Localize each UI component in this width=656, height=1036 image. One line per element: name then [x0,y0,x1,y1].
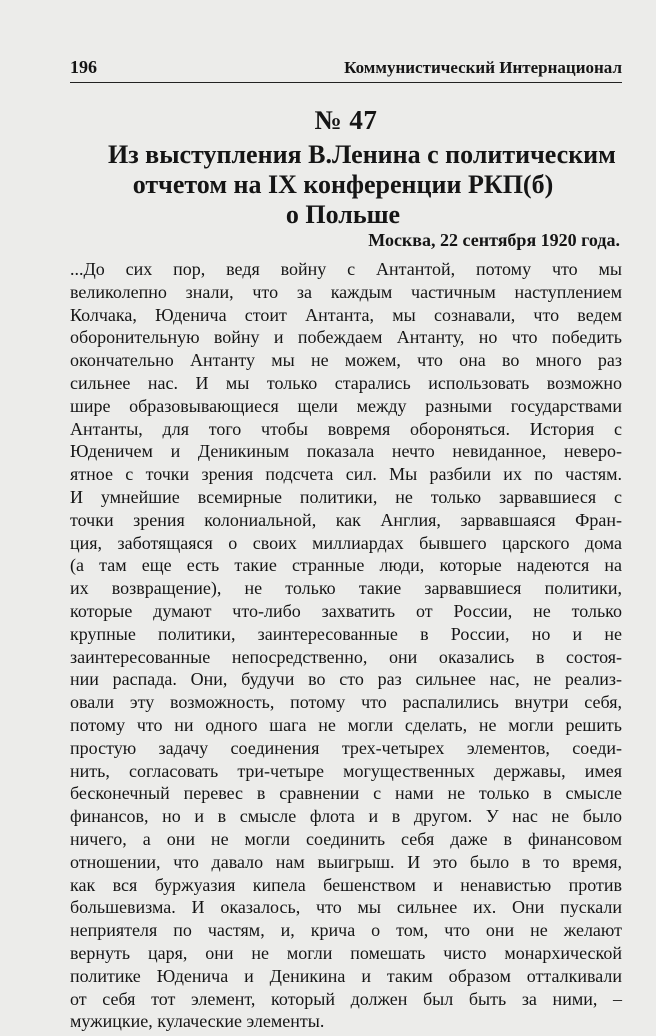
body-line: оборонительную войну и побеждаем Антанту, но что победить [70,327,622,348]
body-line: бесконечный перевес в сравнении с нами не только в смысле [70,783,622,804]
document-number: № 47 [314,105,378,135]
body-line: отношении, что давало нам выигрыш. И это было в то время, [70,851,622,872]
body-line: мужицкие, кулаческие элементы. [70,1011,325,1032]
body-line: Колчака, Юденича стоит Антанта, мы сознавали, что ведем [70,304,622,325]
title-line: о Польше [285,200,401,229]
body-line: окончательно Антанту мы не можем, что она во много раз [70,350,622,371]
title-line: Из выступления В.Ленина с политическим [108,140,616,169]
header-rule [70,82,622,83]
body-line: ция, заботящаяся о своих миллиардах бывшего царского дома [70,532,622,553]
body-line: ятное с точки зрения подсчета сил. Мы разбили их по частям. [70,464,622,485]
body-line: Антанты, для того чтобы вовремя обороняться. История с [70,418,622,439]
body-line: заинтересованные непосредственно, они оказались в состоя- [70,646,622,667]
page-header [70,55,622,85]
body-line: нии распада. Они, будучи во сто раз сильнее нас, не реализ- [70,669,622,690]
body-line: которые думают что-либо захватить от России, не только [70,600,622,621]
document-title [108,140,616,230]
body-line: шире образовывающиеся щели между разными государствами [70,395,622,416]
body-line: ...До сих пор, ведя войну с Антантой, потому что мы [70,259,622,279]
page-number: 196 [70,57,97,77]
body-line: неприятеля по частям, и, крича о том, что они не желают [70,920,622,941]
body-line: сильнее нас. И мы только старались использовать возможно [70,372,622,393]
body-line: крупные политики, заинтересованные в России, но и не [70,623,622,644]
body-line: от себя тот элемент, который должен был быть за ними, – [70,988,622,1009]
body-line: потому что ни одного шага не могли сделать, не могли решить [70,714,622,735]
body-line: Юденичем и Деникиным показала нечто невиданное, неверо- [70,441,622,462]
body-line: их возвращение), не только такие зарвавшиеся политики, [70,578,622,599]
place-date: Москва, 22 сентября 1920 года. [368,230,620,250]
body-line: нить, согласовать три-четыре могущественных державы, имея [70,760,622,781]
body-line: точки зрения колониальной, как Англия, зарвавшаяся Фран- [70,509,622,530]
body-line: политике Юденича и Деникина и таким образом отталкивали [70,965,622,986]
title-line: отчетом на IX конференции РКП(б) [132,170,554,199]
body-line: как вся буржуазия кипела бешенством и ненавистью против [70,874,622,895]
body-line: И умнейшие всемирные политики, не только зарвавшиеся с [70,486,622,507]
body-text [70,258,622,1033]
body-line: овали эту возможность, потому что распалились внутри себя, [70,692,622,713]
body-line: большевизма. И оказалось, что мы сильнее их. Они пускали [70,897,622,918]
body-line: финансов, но и в смысле флота и в другом. У нас не было [70,806,622,827]
body-line: великолепно знали, что за каждым частичным наступлением [70,281,622,302]
body-line: простую задачу соединения трех-четырех элементов, соеди- [70,737,622,758]
body-line: ничего, а они не могли соединить себя даже в финансовом [70,828,622,849]
body-line: вернуть царя, они не могли помешать чисто монархической [70,942,622,963]
running-title: Коммунистический Интернационал [344,58,622,77]
body-line: (а там еще есть такие странные люди, которые надеются на [70,555,622,576]
